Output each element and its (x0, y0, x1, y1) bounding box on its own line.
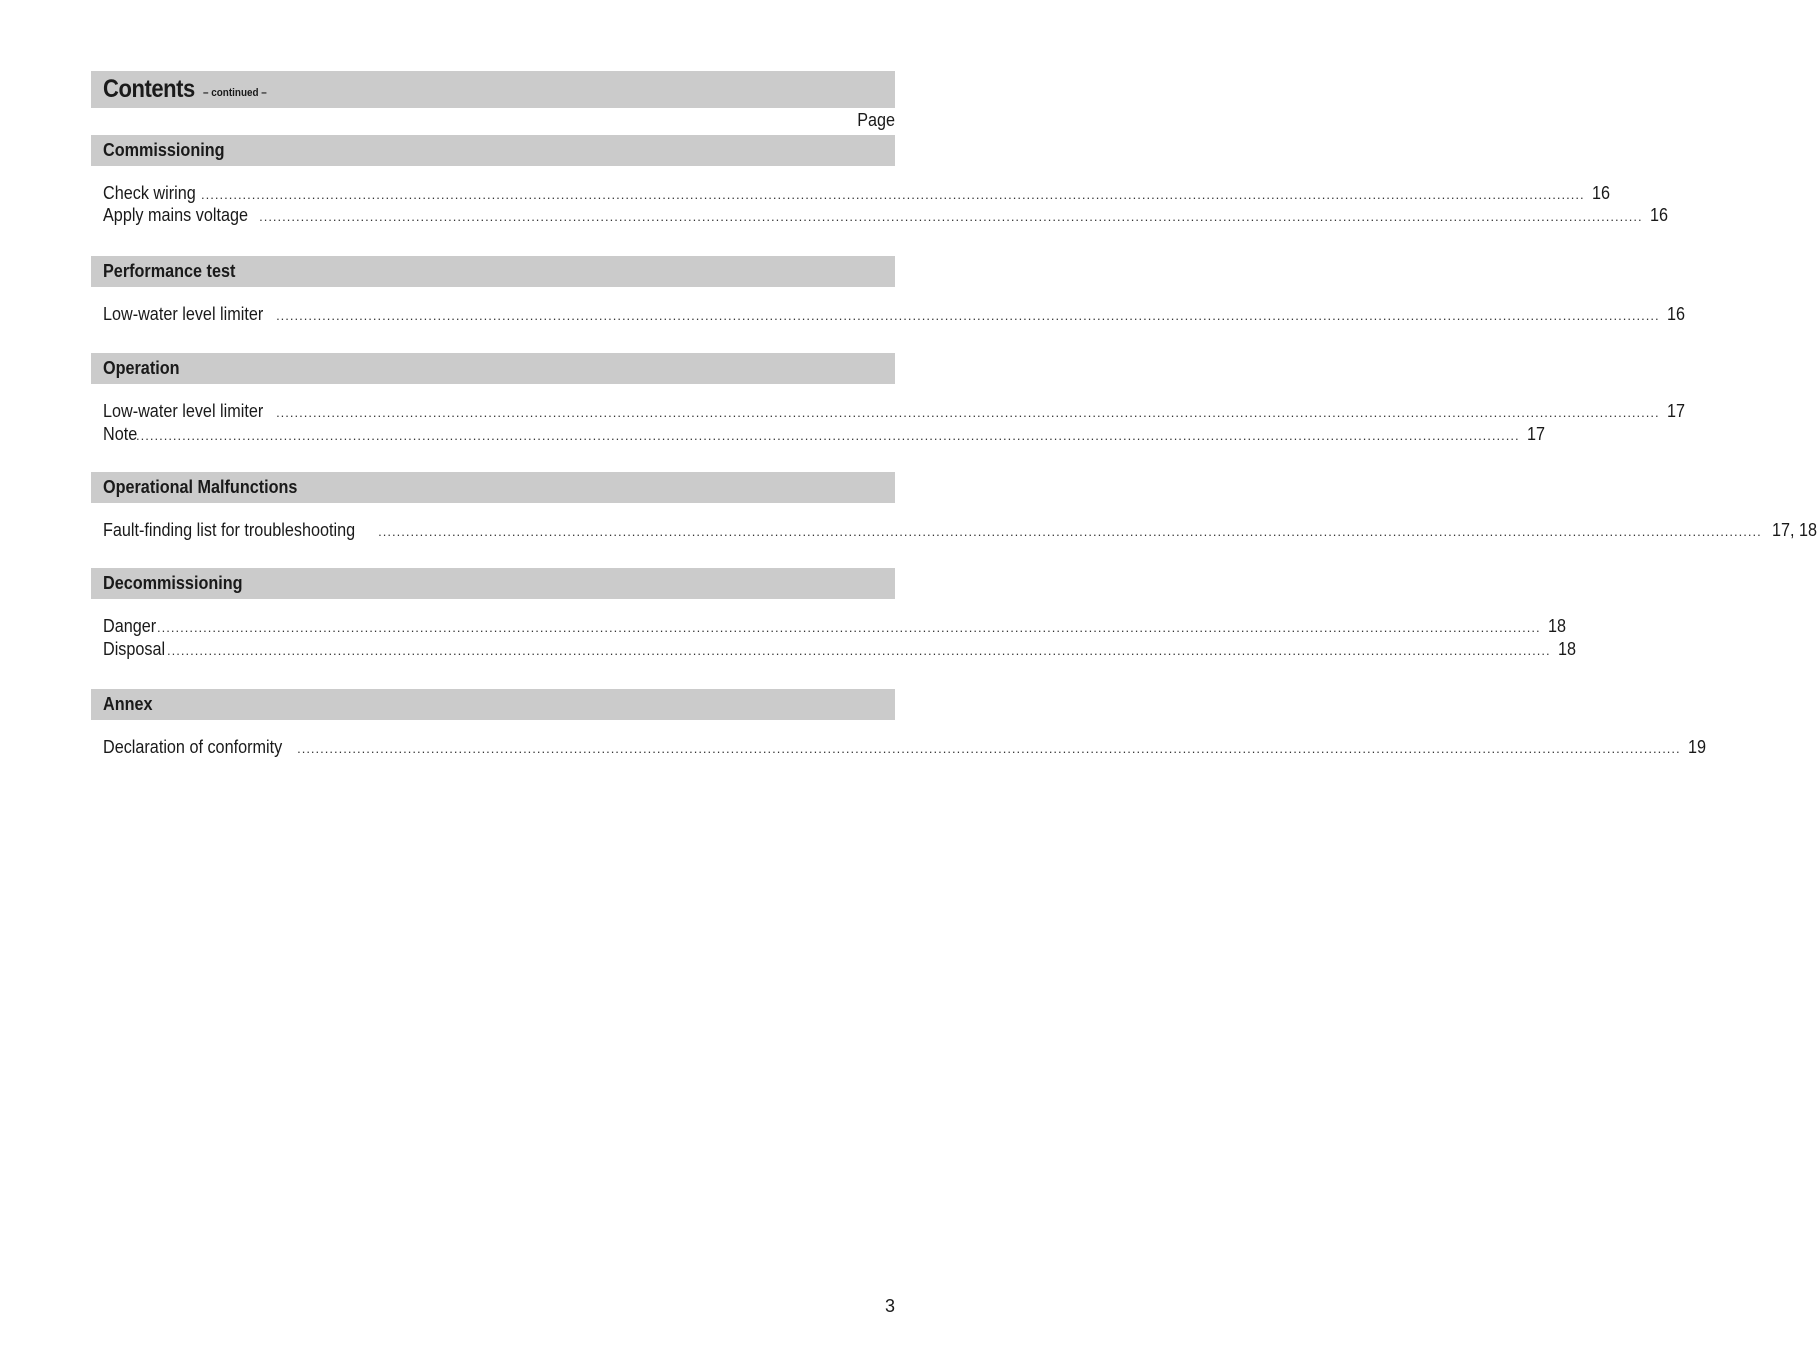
toc-entry[interactable] (103, 737, 1706, 760)
page-subtitle: – continued – (203, 86, 268, 99)
toc-entry-page: 17 (1666, 401, 1685, 421)
toc-entry[interactable] (103, 304, 1685, 327)
toc-entry-label: Note (103, 424, 138, 444)
dot-leader: ............................................................................................................................................................................................................................................................................................................ (276, 308, 1660, 323)
toc-entry-page: 16 (1591, 183, 1610, 203)
section-operation (91, 353, 895, 384)
section-title: Performance test (103, 261, 236, 281)
section-performance-test (91, 256, 895, 287)
toc-entry-label: Declaration of conformity (103, 737, 283, 757)
toc-entry-page: 16 (1666, 304, 1685, 324)
section-decommissioning (91, 568, 895, 599)
section-operational-malfunctions (91, 472, 895, 503)
page-number: 3 (884, 1296, 895, 1316)
toc-entry[interactable] (103, 205, 1668, 228)
toc-entry-label: Disposal (103, 639, 166, 659)
toc-entry[interactable] (103, 616, 1566, 639)
section-title: Annex (103, 694, 153, 714)
page-title: Contents (103, 75, 195, 103)
contents-header (91, 71, 895, 108)
dot-leader: ............................................................................................................................................................................................................................................................................................................ (276, 405, 1660, 420)
toc-entry-label: Apply mains voltage (103, 205, 248, 225)
toc-entry-page: 16 (1649, 205, 1668, 225)
toc-entry-page: 17 (1526, 424, 1545, 444)
toc-entry-page: 19 (1687, 737, 1706, 757)
dot-leader: ............................................................................................................................................................................................................................................................................................................ (259, 209, 1643, 224)
dot-leader: ............................................................................................................................................................................................................................................................................................................ (136, 428, 1520, 443)
dot-leader: ............................................................................................................................................................................................................................................................................................................ (157, 620, 1541, 635)
section-title: Operational Malfunctions (103, 477, 298, 497)
section-title: Operation (103, 358, 180, 378)
toc-entry-label: Low-water level limiter (103, 304, 264, 324)
toc-entry-label: Danger (103, 616, 157, 636)
section-commissioning (91, 135, 895, 166)
dot-leader: ............................................................................................................................................................................................................................................................................................................ (378, 524, 1762, 539)
toc-entry[interactable] (103, 401, 1685, 424)
toc-entry-label: Low-water level limiter (103, 401, 264, 421)
toc-entry-label: Fault-finding list for troubleshooting (103, 520, 356, 540)
toc-entry-page: 18 (1557, 639, 1576, 659)
section-title: Commissioning (103, 140, 225, 160)
toc-entry[interactable] (103, 183, 1610, 206)
dot-leader: ............................................................................................................................................................................................................................................................................................................ (297, 741, 1681, 756)
section-title: Decommissioning (103, 573, 243, 593)
toc-entry[interactable] (103, 520, 1817, 543)
toc-entry[interactable] (103, 639, 1576, 662)
toc-entry-label: Check wiring (103, 183, 196, 203)
dot-leader: ............................................................................................................................................................................................................................................................................................................ (167, 643, 1551, 658)
toc-entry-page: 18 (1547, 616, 1566, 636)
dot-leader: ............................................................................................................................................................................................................................................................................................................ (201, 187, 1585, 202)
section-annex (91, 689, 895, 720)
toc-entry[interactable] (103, 424, 1545, 447)
toc-entry-page: 17, 18 (1771, 520, 1817, 540)
page-column-label: Page (857, 110, 895, 130)
